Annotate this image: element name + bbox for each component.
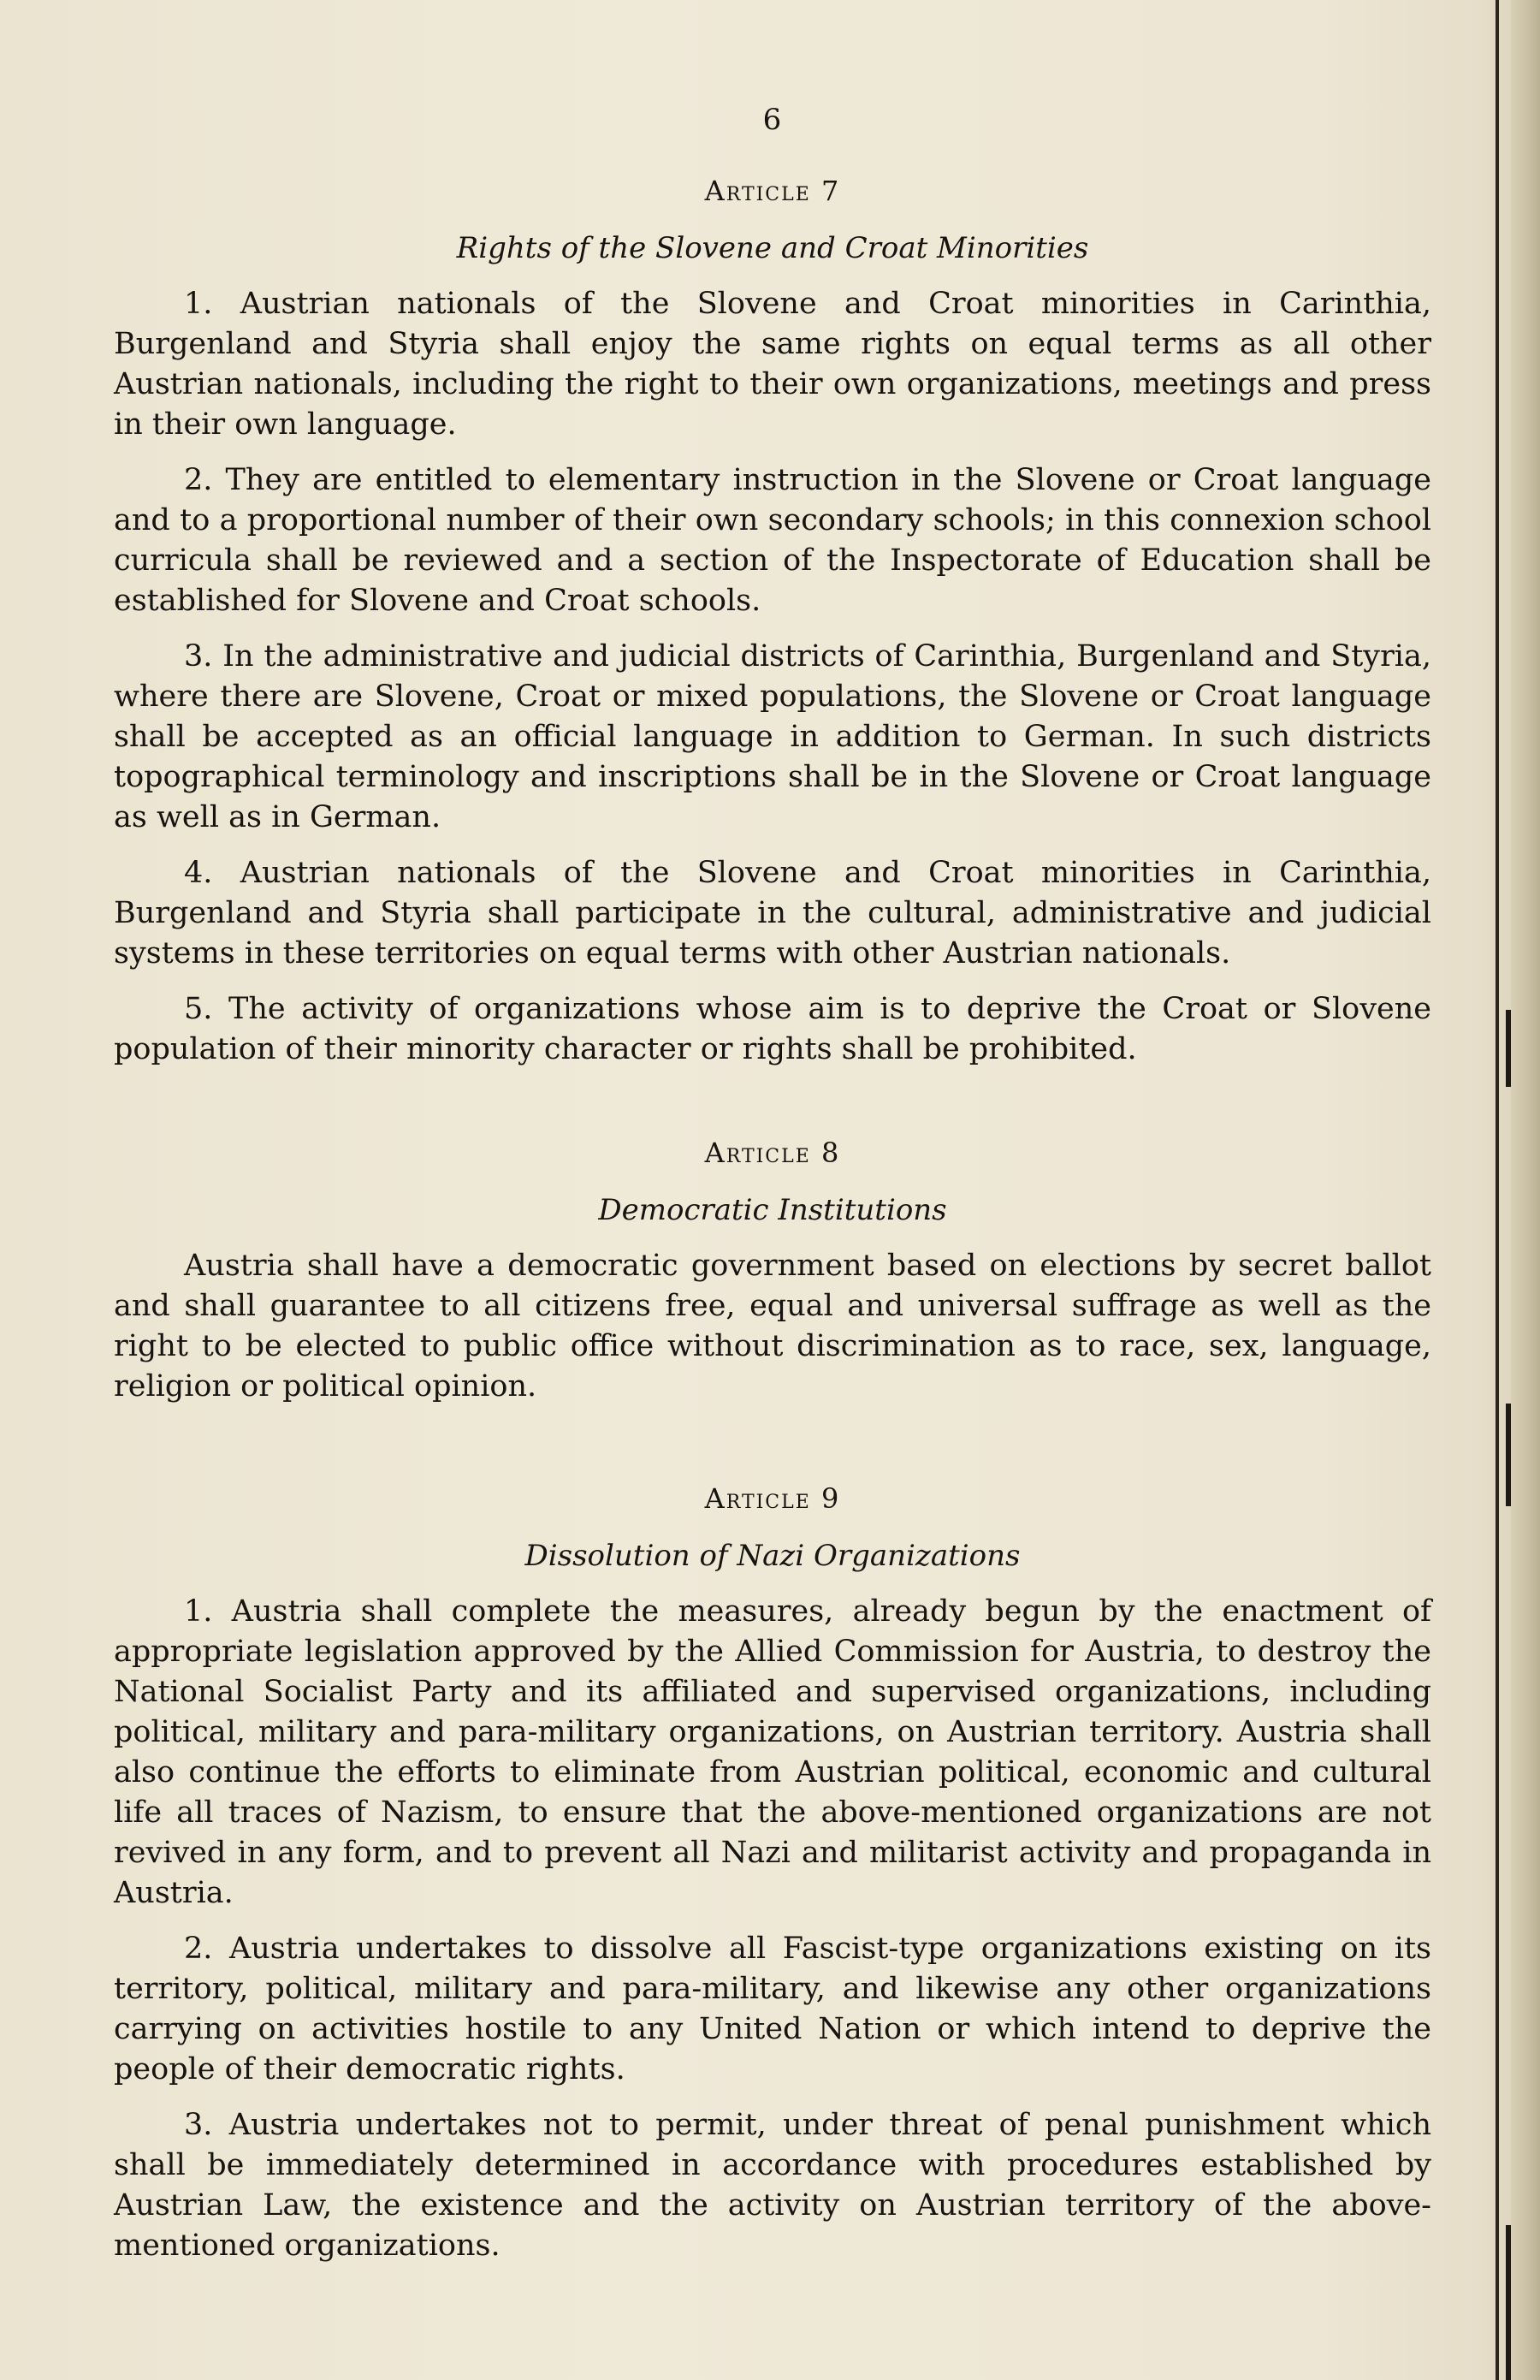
document-body [114,103,1431,2282]
section-spacer [114,1422,1431,1482]
paragraph: 2. They are entitled to elementary instruction in the Slovene or Croat language and to a proportional number of their own secondary schools; in this connexion school curricula shall be reviewed and a section of the Inspectorate of Education shall be established for Slovene and Croat schools. [114,463,1431,618]
paragraph: 1. Austrian nationals of the Slovene and Croat minorities in Carinthia, Burgenland and Styria shall enjoy the same rights on equal terms as all other Austrian nationals, including the right to their own organizations, meetings and press in their own language. [114,287,1431,442]
page-number: 6 [762,103,783,137]
article-7 [114,175,1431,1070]
paragraph: 3. In the administrative and judicial districts of Carinthia, Burgenland and Styria, where there are Slovene, Croat or mixed populations, the Slovene or Croat language shall be accepted as an official language in addition to German. In such districts topographical terminology and inscriptions shall be in the Slovene or Croat language as well as in German. [114,639,1431,834]
article-title: Dissolution of Nazi Organizations [524,1539,1021,1573]
paragraph: 3. Austria undertakes not to permit, under threat of penal punishment which shall be immediately determined in accordance with procedures established by Austrian Law, the existence and the activity on Austrian territory of the above-mentioned organizations. [114,2108,1431,2263]
article-8 [114,1137,1431,1407]
paragraph: 1. Austria shall complete the measures, already begun by the enactment of appropriate legislation approved by the Allied Commission for Austria, to destroy the National Socialist Party and its affiliated and supervised organizations, including political, military and para-military organizations, on Austrian territory. Austria shall also continue the efforts to eliminate from Austrian political, economic and cultural life all traces of Nazism, to ensure that the above-mentioned organizations are not revived in any form, and to prevent all Nazi and militarist activity and propaganda in Austria. [114,1594,1431,1910]
book-binding-edge [1511,0,1540,2380]
article-title: Democratic Institutions [598,1193,947,1227]
binding-shadow-line [1496,0,1499,2380]
paragraph: 4. Austrian nationals of the Slovene and Croat minorities in Carinthia, Burgenland and Styria shall participate in the cultural, administrative and judicial systems in these territories on equal terms with other Austrian nationals. [114,856,1431,970]
paragraph: 2. Austria undertakes to dissolve all Fascist-type organizations existing on its territory, political, military and para-military, and likewise any other organizations carrying on activities hostile to any United Nation or which intend to deprive the people of their democratic rights. [114,1932,1431,2086]
binding-mark [1506,2225,1511,2380]
section-spacer [114,1085,1431,1137]
paragraph: Austria shall have a democratic government based on elections by secret ballot and shall guarantee to all citizens free, equal and universal suffrage as well as the right to be elected to public office without discrimination as to race, sex, language, religion or political opinion. [114,1249,1431,1404]
article-heading: Article 9 [704,1482,841,1515]
article-heading: Article 8 [704,1137,841,1169]
article-9 [114,1482,1431,2266]
article-title: Rights of the Slovene and Croat Minorities [456,231,1089,265]
article-heading: Article 7 [704,175,841,207]
binding-mark [1506,1010,1511,1087]
binding-mark [1506,1404,1511,1506]
paragraph: 5. The activity of organizations whose aim is to deprive the Croat or Slovene population of their minority character or rights shall be prohibited. [114,992,1431,1066]
